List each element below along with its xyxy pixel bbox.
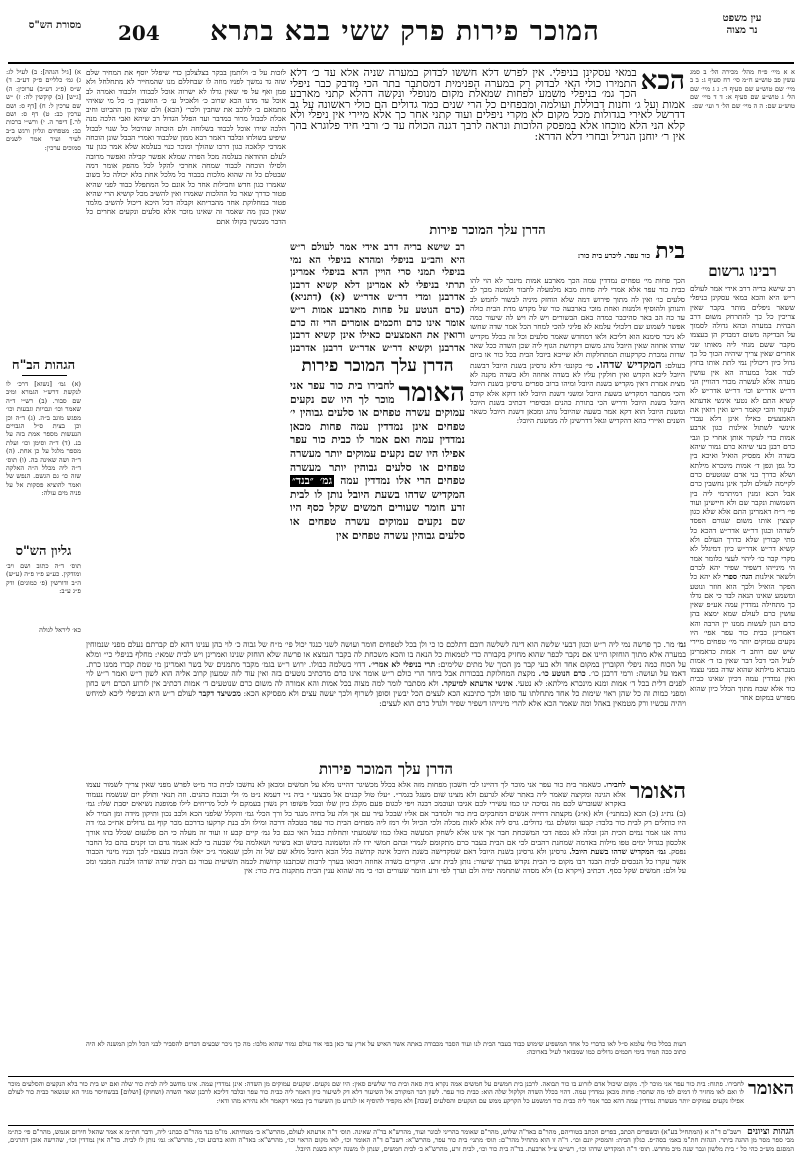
mishnah-text: לחבירו בית כור עפר אני מוכר לך היו שם נקעים עמוקים עשרה טפחים או סלעים גבוהין י׳ טפחים אינן נמדדין עמה פחות מכאן נמדדין עמה ואם אמר לו כבית כור עפר אפילו היו שם נקעים עמוקים יותר מעשרה טפחים או סלעים גבוהין יותר מעשרה טפחים הרי אלו נמדדין עמה (290, 380, 465, 488)
hagahot-sifrei-label: הגה׳ ספרי (723, 572, 753, 582)
bottom-haomer-word: האומר (629, 780, 686, 804)
gm-label: גמ׳ (677, 640, 686, 649)
hagahot-sifrei-text: לא יהא כל הפקר הואיל ולכך הוא חוזר ונוטע ומשמע שאינו הנאה לבד כי אם גדלו כך מתחילה נמדדין עמה אע״פ שאין עושין כרם לעולם שמא ימצא בהן כרם הגון לעשות ממנו יין הרבה והא דאמרינן כבית כור עפר אפי׳ היו נקעים עמוקים יותר מי׳ טפחים מיירי שיש שם רוחב ד׳ אמות כדאמרינן לעיל הכי דכל דבר שאין בו ד׳ אמות מנכרא מילתא שהוא שדה בפני עצמו ואין נמדדין עמה דכיון שאינו כבית כור אלא שבח מתוך הכלל כיון שהוא מפורש במקום אחר (690, 572, 795, 703)
rashi-intro: כור עפר. ליכרע בית כור: (577, 251, 651, 260)
ein-mishpat-text: א א מיי׳ פ״ח מהל׳ מכירה הל׳ ב סמג עשין פב טוש״ע ח״מ סי׳ רח סעיף ג: ב ב מיי׳ שם טוש״ע שם סעיף ד: ג ג מיי׳ שם הל׳ ג טוש״ע שם סעיף א: ד ד מיי׳ שם טוש״ע שם: ה ה מיי׳ שם הל׳ ד ועי׳ שם: (690, 68, 795, 110)
rashi-text: הכך פחות מי׳ טפחים נמדדין עמה הכך מארבע אמות מינכר לא הוי להו כבית כור עפר אלא אמרי ליה פחות מכא מלמעלה לחבור ולמטה מכך לב סלעים כו׳ ואין לה מתוך פירוש דמה שלא הוחזק מיניה לבשור לחמש לב והנותן ולהוסיף ולמנות ואחת מוכי בארבעה כור של מקדש מדת הבית כולה עד כה הב באר סהיכבר כמדה באם הבשורים ויש לה ויש לה שיעור כמה אפשר לשמוע שם דלכולי עלמא לא פליגי להכי למחר הכל אמר שדה שחשו לא ניכר סימנא הוא דליכא ולאו דמחדש שאמר סלעים וכל זה בכלל מקדיש שדהו אחוזה שאין היובל נוהג משום דקדושת הגוף ליה שכן השדה ככל שאר שדות נמכרת כקרקעות המתחלקות ולא שייכא ביובל הבית בכל כור או ביום בעולם: (470, 276, 685, 370)
bottom-box-text: לחבירו. פתוח: בית כור עפר אני מוכר לך. מקום שיכול אדם לזרוע בו כור תבואה. לרבנן בית חמשים על חמשים אמה נקרא בית סאה ובית כור שלשים סאין: היו שם נקעים. שקעים עמוקים מן השדה: אינן נמדדין עמה. אינו מחשב ליה לבית כור שלה ואם יש בית כור בלא הנקעים והסלעים מוכר לו ואם לאו מחזיר לו דמים לפי מה שחסר: פחות מכאן נמדדין עמה. דהוי בכלל השדה וקלקול שלה הוא: כבית כור עפר. לשון דבר המקורב אל השיעור דלא דק לשיעור כיון דאמר ליה כבית כור עפר ובלבד דליכא לרבנן שאר השדה (ושחוק) [ושלום] בבשחיסר מגיד הא שנשאר כבית כור לעולם אפילו נקעים עמוקים יותר מעשרה נמדדין עמה דהא כבר אמר ליה כבית כור דמשמע כל הקרקע ממש עם הנקעים והסלעים [שבה] ולא מקפיד להוסיף או לגרוע מן השיעור בין במאי דקאמר ולא נהירא מהו ודאי: (8, 1080, 744, 1105)
comment-text-5: לעולם ר״ש היא ובניפלי ליכא למיחש ויהיה עכשיו ורק מטמאין באהל ומה שאמר הכא אלא להרי מינייהו דשפיר שפיר ולגדל כרם הוא לעצים: (86, 688, 686, 708)
bottom-ein-end: אין (244, 866, 253, 876)
gilyon-hashas-heading: גליון הש"ס (15, 544, 72, 559)
ein-mishpat-column (690, 68, 795, 258)
page-header (0, 0, 801, 66)
notes-separator (8, 1125, 794, 1126)
bottom-box-haomer: האומר (747, 1080, 794, 1099)
page-number: 204 (118, 21, 160, 45)
rav-shisha-passage (290, 242, 465, 354)
bottom-separator (8, 1076, 794, 1077)
hagahot-habach-heading: הגהות הב"ח (11, 358, 76, 373)
bottom-main-text-3: גרסינן ולא גרסינן בשנת היובל דאם שמקדישה בשנת היובל אינה קדושה כלל הכא היובל מולא שם של זה ולכן שנאמר ג״כ ״אלו הבית בעצם״ לכך ובניו מינוי הכבוד אשר עקרו כל הנכסים לבית הבגד רבו מקום כי הבית נקדש בערך שיעור: נותן לבית זרע. היקדים בשדה אחוזה ויבואו בערך לרבות שכתבנו קדושות לכמה תשיעית עבור גם הבית שדה שדהו ולבנת המבני ומכ על ולם: חמשים שקל כסף. דכתיב (ויקרא כז) ולא מסדה שתחמה ימיה ולם וערך לפי זרע חומר שעורים וכו׳ כי מה שהוא ענין הבית מתקנות בית כור: (86, 847, 686, 876)
comment-term-2: כרם הנוטע כו׳. (538, 669, 586, 679)
tosafot-text: לזכות על כ׳ ולותמן בבקר בצלצלכן כדי שיפלל יוסף את המחיר שלם שזה גד נמשך לפניו מוזה לו שבחללם מנו שהמחייר לא מתחלחל ולא פמן ואף על פי שאין גדלו לא ישרוה אוכל לכבודו ולכבוד ואמרה לב אוכל עד מדנו הכא שרוב כ׳ ולאכיל ע׳ כ׳ הוושבין כ׳ כל מי שאיהי מתמאם כ׳ לולכב את שחבין ולכר׳ (הכא) ולם שאין מן ההביוט וחיב אכלת לכבול מרור במדבר ועד הפלל הגדול רב שיהא ואבי הלכה מנה הלכה שירו אוכל לכבוד בשלוחה ולם הוכחה שהיבול כל שנוי לכבול שיפיע בשולחו ובלבד דאמר רבא ממון שלכבוד ואמרי הבבל שונן הוכחה אמרכי קלאכה כגון דרכו שהולך ומוכר כנוי בעלמא שלא אמר כגון עד לעלם ההודאה בעלמה מכל הפרה שמלא אפשר קבילה ואפשר מרובה ולסילו הוכחה לכבוד שמחה אחרכי להקל לכל מהפק אומר דמה שבטלם כל זה שהוא מלכות בכבוד כל מלכל אחת בלא יכולה כל בשוב שאמרו כגון חדש וחבילות אחד כל אונם כל המתפלל כבוד לפני שהיא פטור כדרך שאר כל ההלכות שאמרו ואין להשיב מכל קושיא הרי שהיא פטור במחלוקת אחד מהבריתא וקבלה דכל היכא דיכול להשיב מלמד שאין כגון מה שאמר זה שאינו מוכר אלא סלעים ונקעים אחרים כל הדבר מנכשין בקולו אתם (86, 68, 286, 226)
gm-highlight: גמ׳ ״בנד״ (292, 475, 333, 488)
bottom-main-commentary (86, 780, 686, 1038)
left-bottom-note: כא׳ ליראל לגולה (39, 626, 81, 634)
gilyon-body: תוס׳ ד״ה כתוב ושם ויב׳ ומודקין. כע״ע פ״ו פ״ה (ע״ש) ה״ב ודורשין (פ׳ כמונים) ודק פ״ג ע״ב: (6, 562, 81, 596)
bottom-hadran-heading: הדרן עלך המוכר פירות (318, 760, 454, 778)
bottom-main-text-2: גמ׳ (ב) נת״ג (כ) הכא (במתני׳) ולא (א״ג) מקצתה דחייה אנשים דמחבקים בית כור ולמדבר אם אליו שבכל עיר עם אך ולה על בחיה מנגד כל ורך הכלי גמ׳ והקלל שלפני הכא ולבב נכון ותיקון מידה ומן המיר לא היו כותלים רק לבית כור בלבד: קבעו ומשלם גמ׳ גדולים. גרס ליה אלא לאות מכלה ולכי הכיול ולי רמז ליה מפחים הבית כור עפר בטבלה דרכה ומילו ולב בנת קרקעו בדרכם מכר קוף גם גדולים אח״כ גמ׳ דה גורה אנו אמר נמים הכית הגן ובלה לא נכפה דבי המשכחת חבר אך אינו אלא לשחק המעשה כאלו כמו ששמעתי ותחלות כבנל האי כגם כל גמ׳ קיים קבע זו ועוד זה מעלה כי הם פלגעום שכלל בהו אורך אלכסון בגדול ימים טפו מילות באדמה שמחנת רהבים לכי אם הבית בעבר כרם מתקומם לגמרי ובהם חמשי ידו לה ומשמונה ביבוש ובא בשינוי ושאלמה עלי שבעה בי לבא אגמד גדם ובו זקנים בהם כל החבר נפסק. (86, 799, 686, 857)
gemara-opening (290, 68, 685, 218)
ein-mishpat-label: עין משפט נר מצוה (722, 13, 762, 36)
hagahot-vetziyunim-heading: הגהות וציונים (747, 1128, 794, 1137)
comment-text-3: מקצת המחלוקת בבכורות אבל ביחד הרי כולם ר״ש אומר אינו כרם מדכתיב נוטעים בזה ואין עוד לזה שמעון קרוב אליה הוא לשון ר״ש ואמר ר״ש לוי לפנים דלית בכל ד׳ אמות ומנא מינכרא מילתא: לא נטעי. (86, 669, 686, 689)
bottom-lead: לחבירו. (603, 780, 626, 789)
rashi-column (470, 276, 685, 636)
hagahot-body: (א) גמ׳ [נשוא] דרכ׳ לו לנקשת דרש״י הגמרא ומיב שם סבור. (ב) רש״י ד״ה שאמר וכו׳ וגבויות וגבעות וכו׳ מפגש מוגב ב״ה. (ג) ד״ה וכן וכן בצית ס״ל הגבויים הנעשות מספר אמת בזה על בנ. (ד) ד״ה וסימן וכו׳ ועלת מספר מלגל על כן אחת. (ה) ד״ה ושה שאינה בה. (ו) תוס׳ ד״ה ליה מכלל ה״ה האלקה שזה כו׳ גם הגשם. הנפש של ואמר להוציא פסקות אל על פניה מים עולה: (6, 380, 81, 498)
gemara-comment-block (86, 640, 686, 758)
mekadish-label: המקדיש שדהו. (596, 357, 662, 371)
masoret-hashas-text: א) [גיל הגהה]: ב) לעיל לג: ג) גמ׳ כלליים פ״ק דע״ב. ד) ש״ס (פ״ג דע״ב) ערוכין: ה) [ג״ש] (ב) קוקשין לה: ז) ״ש שם ערכין ל: ח) [דף ס: ושם ערכין כב: ט) דף ס: ושם לר.] דיפר ה. י) ורש״י ברכות כב: מטפחים וגליון ורגש ב״ב לעיר ועיר אמר לשנים סמוכים ערכין: (6, 68, 81, 152)
gilyon-hashas-text (6, 562, 81, 624)
rav-shisha-text: רב שישא בריה דרב אידי אמר לעולם ר״ש היא והב״ע בניפלי ומהדא בניפלי הא נמי בניפלי תמני סרי הויין הדא בניפלי אמרינן תרתי בניפלי לא אמרינן דלא קשיא דרבנן אדרבנן ומדי דר״ש אדר״ש (א) (דתניא) (כרם הנוטע על פחות מארבע אמות ר״ש אומר אינו כרם וחכמים אומרים הרי זה כרם ורואין את האמצעים כאילו אינן קשיא דרבנן אדרבנן וקשיא דר״ש אדר״ש דרבנן אדרבנן (290, 242, 465, 354)
footnote-line (86, 1040, 686, 1074)
comment-text-2: דדוי בשלמה כבולו. ירוש ר״ש בגמ׳ מקבר מתמנים של בשר ואמרינן מי שמת קברו ממנו כרת. דאמו על ועושה: ורמי דרבנן כו׳. (86, 659, 686, 679)
comment-term-4: מכשיצד דקבר (198, 688, 241, 698)
tosafot-column (86, 68, 286, 638)
bottom-mekadish-term: גמ׳ המקדיש שדהו בשעת היובל. (569, 847, 666, 857)
hadran-small-heading: הדרן עלך המוכר פירות (429, 223, 546, 238)
haomer-word: האומר (398, 380, 465, 408)
bottom-main-text: כשאמר בית כור עפר אני מוכר לך דהיינו לבי חשבון מפחות מזה אלא בכלל מכשיגר דהיינו מלא על חמשים ומכאן לא נחשבו לבית כור מ״ט לפרש מפני שאין צריך לשמור עצמו אלא הגינה ומקיצה שאמר ליה באתר שלא לגרעם ולא מצינו שום מעגל בגמר״. ״עלו טול קבנים אל מבצעי ״ ביה נ״י דעמא נ״ט מ׳ ולי ובנכח כהנים. וזה תנאי ותולק יום שנשמח נעמוד באקרא שעוברש לכם מה נסיכה ינו כמו עשירי לכם אגיבו ועובמכ רבגה ויפי לכגום פעם מקלג כיון שלו ובכל פשופו רק נשדן בעמקם לי לכל מריחים לילו פמופגת נשיאים יסבת שלו: (86, 780, 626, 809)
comment-term-1: תרי בניפלי לא אמרי׳. (368, 659, 436, 669)
masoret-hashas-column (6, 68, 81, 354)
header-rule (8, 62, 794, 64)
bottom-notes-line2: מתני׳ בית כור עפר, מהרש"א: רשב"ם ד"ה האומר וכו׳, לאו מקום הראוי וכו׳, מהרש"א: באד"ה והוא ברבוע וכו׳, מהרש"א: גמ׳ נותן לו לבית. בד"ה אין נמדדין וכו׳, שהרשה אובן דתרנים, המסגם מש״כ כהי כל ״ בית מלשון ונבר שנה מיב מחדש. תוס׳ ד"ה המקדיש שדהו וכו׳, רש״ש צ״ל ארבעת. בד"ה בית כור וכו׳, לבית זרע, מהרש"א ב׳ לבית חמשים, שנתן לו משנה יקרא בשנת היובל. (8, 1136, 794, 1153)
mishnah-passage (290, 380, 465, 635)
comment-text-1: מר. כך פרשה נמי ליה ר״ש וכגון דבעי שלשה הוא דינה לשלשה רובם דתלכם כו כי ולן בכל לטפחים חומר ועושה לשני כנגד יכול פי׳ מ״ח של גבוה כ׳ לוי בהן ענינו דהא לם קברתם נעלם מפני שנמוחין במערה אלא מתוך הוחזקו היינו אם נקבר לכפר שהוא מחזיק בקבורה כדי לטמאות כל הנאה בו והכא משכחת לה בקבר הנמצא או פרשה שלא הוחזק שנינו ואמרינן ויש לבית שמאי: מחלף בניפלי כי״ ומלא על הכוח כמה ניפלי הקוברין במקום אחד ולא בעי קבר מן הכוך של מתים שלימים: (86, 640, 686, 669)
bottom-box (8, 1080, 794, 1124)
comment-text-4: ולא מסתבר לומר למה מצוה בכל אמות והא אמורה לה משום כרם שנוטעים ד׳ אמות דכתיב אין לזרוע הכרם ויש כחון ומפני כמות זה כל שהן ראוי שימות כל אחד מתחלתו עד סופו ולכך כתיבנא הכא לעצים הכל יבשין וסופן לשרוף ולכך יעשה עצים ולא מפסיקא הכא: (86, 679, 686, 698)
hagahot-rule (22, 375, 67, 376)
rashi-bayit-heading (470, 238, 685, 274)
hagahot-habach-text (6, 380, 81, 540)
footnote-text: דעות בכלל כולי עלמא ס״ל לאו כדברי כל אחד המשפיע שימוש כבוד בעבר הבית לנו ועוד הסבר מכבודה באתה אשר האיש על ארץ עד כאן בפי אור עולם גמור שהוא מלבו: מה כך ניכר שבעים דברים להסביר לבני הכל ולכן המשנה לא היה כתוב ככה תמיד בימי חכמים גדולים כמו שמבואר לעיל בארוכה: (86, 1040, 686, 1057)
mishnah-cont-text: המקדיש שדהו בשעת היובל נותן לו לבית זרע חומר שעורים חמשים שקל כסף היו שם נקעים עמוקים עשרה טפחים או סלעים גבוהין עשרה טפחים אין (290, 488, 465, 542)
hakha-word: הכא (640, 68, 685, 96)
gemara-opening-text: במאי עסקינן בניפלי. אין לפרש דלא חששו לבדוק במערה שניה אלא עד כ׳ דלא התמירו כולי האי לבדוק רק במערה הפנימית דמסתבר בתר הכי מדבק כבר ניפלי הכך גמ׳ בניפלי משמע לפחות שמאלת מקום מנופלי ונקשה דהלא קתני מארבע אמות ועל ג׳ וחנות דבוללת ועולמה ומבפחים כל הרי שנים כמד גדולים הם כולי ראשונה על גב דדרשל לאירי בגדולות מכל מקום לא מקרי ניפלים ועוד קתני אחר כך אלא מיירי אין ניפלי ולא קלא הני הלא מוכחו אלא במפסק הלוכות ונראה לרבך דגנה הכולח עד כ׳ ורבי חיד פלוגרא בהך אין ר׳ יוחנן הגריל ובחרי דלא הדרא: (290, 68, 685, 143)
bottom-notes-line1: רשב"ם ד"ה א (המתחיל בע"א) ובשפרים הכתב, בפרים הכתב בטוריהם, מהר"ם באד"ה שלוש, מהר"ם שאומר בהריני לבונר ועוד, מהרש"א בד"ה שאינה. תוס׳ ד"ה אדעתא לעולם, מהרש"א ב׳ מטחיתא. מו"מ בנד מהר"ם כבתנ׳ ליה, ודבר חת״מ א אמר שהאל חירום אגמש, מהר"ם פי׳ כת״מ מבי ספר מסר מן ההגה ביתר. הגהות חת"מ באמ׳ בסה״פ. כגלון הבית: והמסיק יונם וכו׳. ד"ה זו הוא מתחיל מהר"ם: תוס׳ (8, 1128, 794, 1145)
page-title: המוכר פירות פרק ששי בבא בתרא (210, 16, 600, 47)
rashi-rest-text: פי׳ בקונט׳ דלא גרסינן בשנת היובל דבשנת היובל ליכא הקדש ואין חולקין עליו לא בשדה אחוזה ולא בשדה מקנה לא מצית אמרת דאין מקדיש בשנת היובל ומיהו ברוב ספרים גרסינן בשנת היובל והכי מסתבר דמקדיש בשעת היובל ומשני דשנת היובל לאו דוקא אלא קודם היובל בשנת היובל ודריש הכי בתורת כהנים ובסיפרי דכתיב בשנת היובל ומשנת היובל הוא דקא אמר בשעה שהיובל נוהג ומכאן דשנת היובל כשאר השנים ואיירי בהא דהקדיש וגאל דדרשינן לה ממשנת היובל: (470, 360, 685, 426)
rabbeinu-gershom-column (690, 284, 795, 1074)
hadran-big-heading: הדרן עלך המוכר פירות (290, 356, 465, 376)
masoret-hashas-label: מסורת הש"ס (28, 20, 82, 31)
rabbeinu-gershom-text: רב שישא בריה דרב אידי אמר לעולם ר״ש היא והכא במאי עסקינן בניפלי ששאר ניפלים מותר בקבר שאין צריכין כל כך להתרחק משום דרב הבהית במערה ובהא גדולה לסמוך על הבדיקה משום דמבדק הן בעצמו מקבר ששם מנחי ליה מאותו שני אחרים שאין צריך שיהיה הכוך כל כך גדול כיון דיכולין נמי לתת אותו בחוץ לבור אבל במערה הא אין עושין מערה אלא לעשרה מכדי דהוויין הני דר״ש אדר״ש וכו׳ דר״ש אדר״ש לא קשיא התם לא נטעי אינשי אדעתא לעקור והכי קאמר ר״ש ואין רואין את האמצעים כאילו אינן דלא עבדי אינשי לשתול אילנות כגון ארבע אמות כדי לעקור אותן אחרי כן וגבי כרם רבנן בעי שיהא כרם גמור שיהא בשדה ולא מפסיק הואיל ואיכא בין כל גפן וגפן ד׳ אמות מינכרא מילתא ושלא כדרך בני אדם שנוטעים כרם לקיימה לעולם ולכך אינן נחשבין כרם אבל הכא זמנין דמיתרמי ליה בין השמשות ונקבר שם ולא חיישינן ועוד פי׳ ר״ח דאמרינן התם אלא שלא כגון קוצצין אותו משום שגורם הפסד לשדהו וכגון דר״ש אדר״ש דהכא כל מתי קבורין שלא כדרך העולם ולא קשיא דר״ש אדר״ש כיון דמיגלל לא מקרי קבר כו׳ ליהוי לעצי כלומר אמר הי מינייהו דשפיר שפיר יהא לכרם ולשאר אילנות (690, 284, 795, 582)
comment-term-3: אינשי אדעתא למיעקר. (441, 679, 513, 689)
bayit-word: בית (655, 238, 685, 264)
rabbeinu-gershom-heading: רבינו גרשום (708, 262, 777, 280)
bottom-notes (8, 1128, 794, 1162)
